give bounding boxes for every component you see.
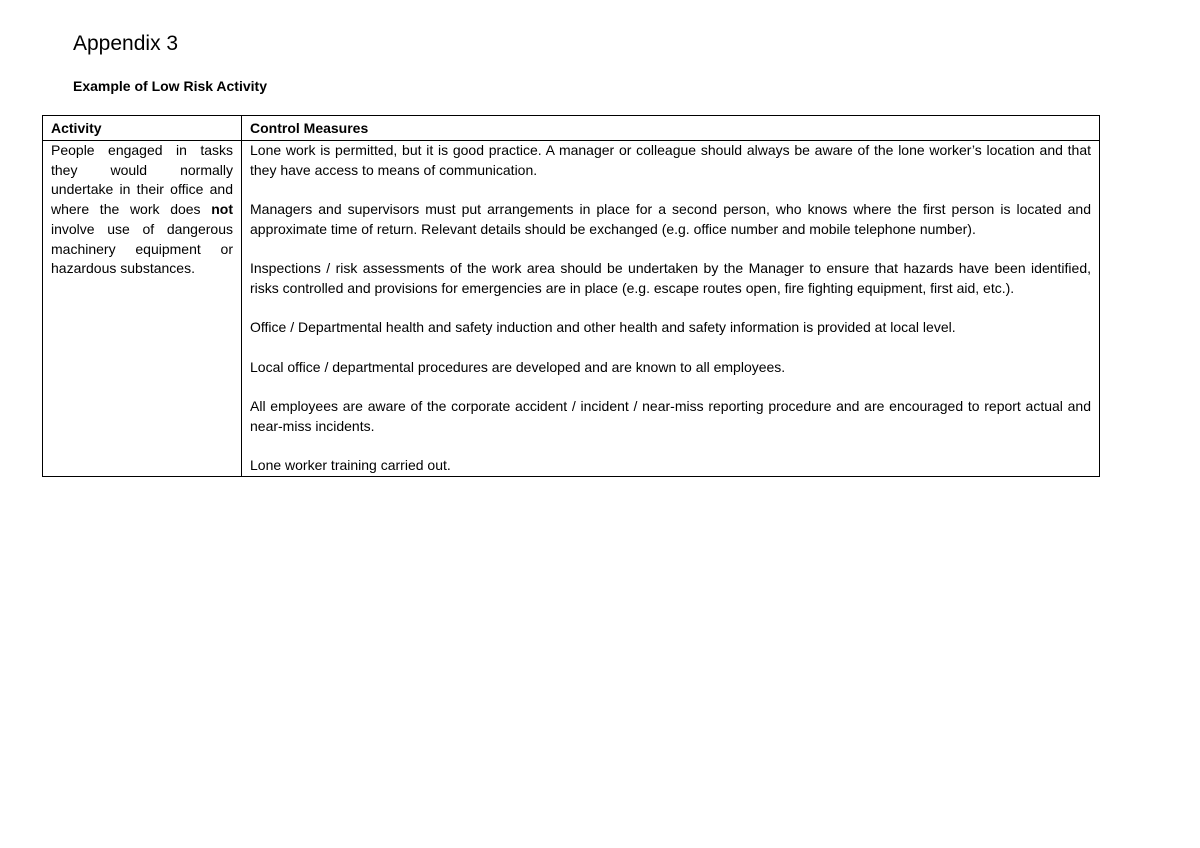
- activity-text-before: People engaged in tasks they would normally undertake in their office and where the work does: [51, 142, 233, 218]
- activity-text-after: involve use of dangerous machinery equipment or hazardous substances.: [51, 220, 233, 277]
- control-measure-item: Managers and supervisors must put arrangements in place for a second person, who knows where the first person is located and approximate time of return. Relevant details should be exchanged (e.g. office number and mobile telephone number).: [250, 201, 1091, 237]
- control-measure-item: All employees are aware of the corporate accident / incident / near-miss reporting procedure and are encouraged to report actual and near-miss incidents.: [250, 398, 1091, 434]
- control-measure-item: Lone worker training carried out.: [250, 457, 451, 474]
- page-title: Appendix 3: [73, 32, 179, 55]
- control-measure-item: Local office / departmental procedures are developed and are known to all employees.: [250, 358, 786, 375]
- control-measure-item: Office / Departmental health and safety induction and other health and safety information is provided at local level.: [250, 319, 956, 336]
- activity-cell: [43, 141, 242, 477]
- risk-activity-table: [42, 115, 1100, 477]
- table-header-row: [43, 116, 1100, 141]
- control-measure-item: Inspections / risk assessments of the work area should be undertaken by the Manager to ensure that hazards have been identified, risks controlled and provisions for emergencies are in place (e.g. escape routes open, fire fighting equipment, first aid, etc.).: [250, 260, 1091, 296]
- header-control-measures: Control Measures: [242, 116, 1100, 141]
- activity-emphasis: not: [211, 201, 233, 218]
- control-measures-cell: [242, 141, 1100, 477]
- table-row: [43, 141, 1100, 477]
- control-measure-item: Lone work is permitted, but it is good practice. A manager or colleague should always be aware of the lone worker’s location and that they have access to means of communication.: [250, 142, 1091, 178]
- header-activity: Activity: [43, 116, 242, 141]
- section-subtitle: Example of Low Risk Activity: [73, 78, 267, 94]
